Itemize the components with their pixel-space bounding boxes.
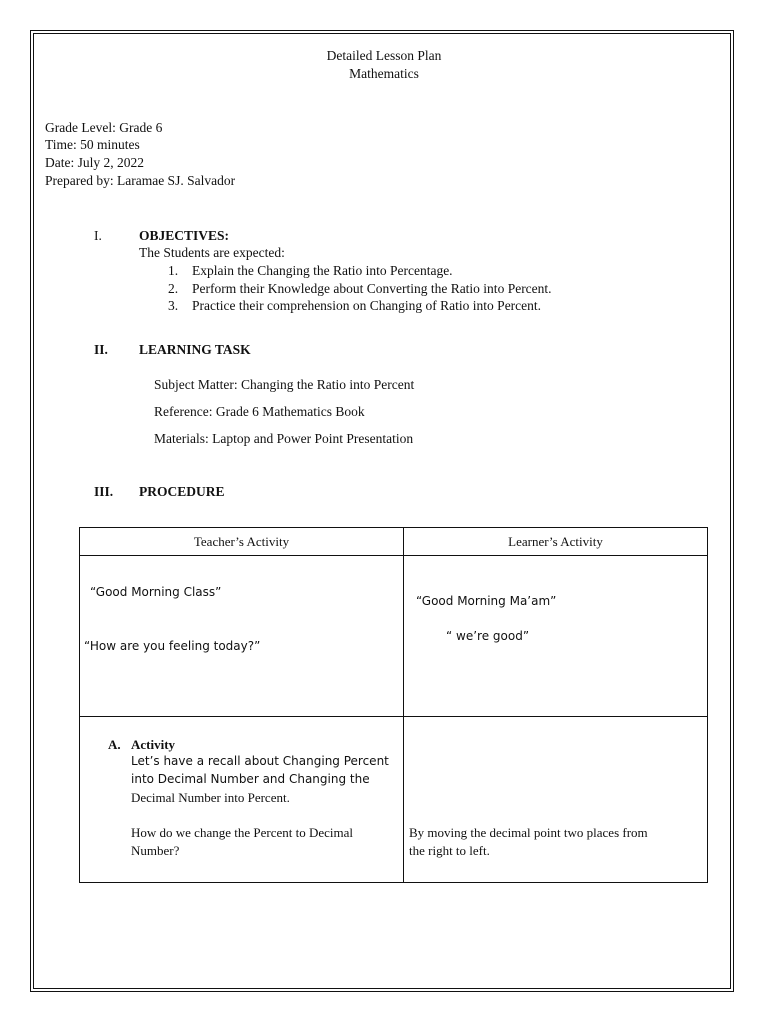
learner-cell [404,556,708,717]
document-subject: Mathematics [349,66,419,81]
time: Time: 50 minutes [45,137,140,152]
learner-reply: “ we’re good” [446,629,530,643]
table-header-row [80,528,708,556]
subject-matter: Subject Matter: Changing the Ratio into Percent [154,377,415,392]
objectives-intro: The Students are expected: [139,245,285,260]
learner-greeting: “Good Morning Ma’am” [416,594,557,608]
teacher-question: “How are you feeling today?” [84,639,261,653]
learning-task-numeral: II. [94,342,108,357]
reference: Reference: Grade 6 Mathematics Book [154,404,365,419]
activity-text-line: Let’s have a recall about Changing Percent [131,754,389,768]
prepared-by: Prepared by: Laramae SJ. Salvador [45,173,236,188]
section-letter: A. [108,737,121,752]
learner-answer-line: By moving the decimal point two places from [409,825,648,840]
teacher-activity-header: Teacher’s Activity [80,528,404,556]
list-item: 1. Explain the Changing the Ratio into Percentage. [168,263,453,278]
section-title: Activity [131,737,176,752]
objectives-numeral: I. [94,228,102,243]
table-row [80,717,708,883]
table-row [80,556,708,717]
objectives-heading: OBJECTIVES: [139,228,230,243]
learner-activity-header: Learner’s Activity [404,528,708,556]
list-item: 2. Perform their Knowledge about Converting the Ratio into Percent. [168,280,552,296]
activity-question-line: How do we change the Percent to Decimal [131,825,354,840]
learner-cell [404,717,708,883]
objectives-list [168,262,552,315]
learning-task-heading: LEARNING TASK [139,342,251,357]
learner-answer-line: the right to left. [409,843,490,858]
teacher-greeting: “Good Morning Class” [90,585,222,599]
procedure-heading: PROCEDURE [139,484,225,499]
activity-text-line: into Decimal Number and Changing the [131,772,370,786]
procedure-numeral: III. [94,484,114,499]
activity-text-line: Decimal Number into Percent. [131,790,290,805]
date: Date: July 2, 2022 [45,155,144,170]
teacher-cell [80,556,404,717]
grade-level: Grade Level: Grade 6 [45,120,163,135]
list-item: 3. Practice their comprehension on Changing of Ratio into Percent. [168,298,542,313]
document-title: Detailed Lesson Plan [326,48,442,63]
procedure-table [79,527,708,883]
teacher-cell [80,717,404,883]
activity-question-line: Number? [131,843,180,858]
materials: Materials: Laptop and Power Point Presentation [154,431,414,446]
